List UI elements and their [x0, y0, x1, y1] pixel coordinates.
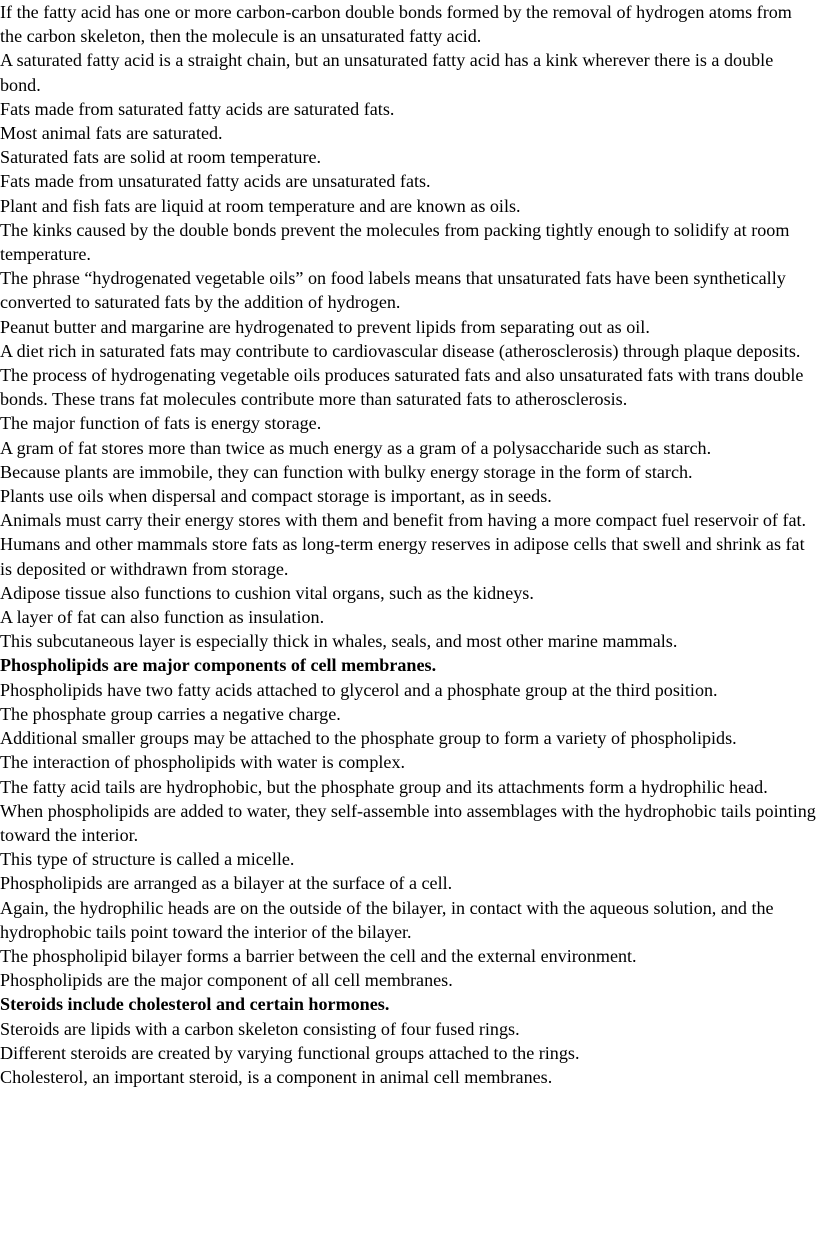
section-heading: Steroids include cholesterol and certain hormones. — [0, 994, 390, 1015]
paragraph-line: This type of structure is called a micelle. — [0, 849, 295, 870]
paragraph-line: A diet rich in saturated fats may contribute to cardiovascular disease (atherosclerosis) through plaque deposits. — [0, 340, 801, 361]
paragraph-line: Animals must carry their energy stores with them and benefit from having a more compact fuel reservoir of fat. — [0, 510, 807, 531]
paragraph-line: Most animal fats are saturated. — [0, 123, 223, 144]
paragraph-line: The phrase “hydrogenated vegetable oils” on food labels means that unsaturated fats have been synthetically converted to saturated fats by the addition of hydrogen. — [0, 268, 786, 313]
paragraph-line: The phospholipid bilayer forms a barrier between the cell and the external environment. — [0, 945, 637, 966]
paragraph-line: Plants use oils when dispersal and compact storage is important, as in seeds. — [0, 486, 552, 507]
section-heading: Phospholipids are major components of cell membranes. — [0, 655, 437, 676]
paragraph-line: This subcutaneous layer is especially thick in whales, seals, and most other marine mammals. — [0, 631, 678, 652]
paragraph-line: Again, the hydrophilic heads are on the outside of the bilayer, in contact with the aqueous solution, and the hydrophobic tails point toward the interior of the bilayer. — [0, 897, 774, 942]
paragraph-line: The kinks caused by the double bonds prevent the molecules from packing tightly enough to solidify at room temperature. — [0, 219, 790, 265]
paragraph-line: The fatty acid tails are hydrophobic, but the phosphate group and its attachments form a hydrophilic head. — [0, 776, 768, 797]
paragraph-line: Adipose tissue also functions to cushion vital organs, such as the kidneys. — [0, 582, 534, 603]
paragraph-line: Plant and fish fats are liquid at room temperature and are known as oils. — [0, 195, 521, 216]
paragraph-line: Fats made from unsaturated fatty acids are unsaturated fats. — [0, 171, 431, 192]
paragraph-line: If the fatty acid has one or more carbon-carbon double bonds formed by the removal of hydrogen atoms from the carbon skeleton, then the molecule is an unsaturated fatty acid. — [0, 2, 792, 47]
paragraph-line: Phospholipids have two fatty acids attached to glycerol and a phosphate group at the third position. — [0, 679, 718, 700]
paragraph-line: The process of hydrogenating vegetable oils produces saturated fats and also unsaturated fats with trans double bonds. These trans fat molecules contribute more than saturated fats to atherosclerosis. — [0, 365, 804, 410]
paragraph-line: The interaction of phospholipids with water is complex. — [0, 752, 406, 773]
paragraph-line: When phospholipids are added to water, they self-assemble into assemblages with the hydrophobic tails pointing toward the interior. — [0, 800, 816, 845]
paragraph-line: The phosphate group carries a negative charge. — [0, 703, 341, 724]
paragraph-line: Different steroids are created by varying functional groups attached to the rings. — [0, 1042, 580, 1063]
paragraph-line: Fats made from saturated fatty acids are saturated fats. — [0, 98, 395, 119]
paragraph-line: Phospholipids are arranged as a bilayer at the surface of a cell. — [0, 873, 453, 894]
paragraph-line: The major function of fats is energy storage. — [0, 413, 322, 434]
paragraph-line: Cholesterol, an important steroid, is a component in animal cell membranes. — [0, 1066, 553, 1087]
paragraph-line: A layer of fat can also function as insulation. — [0, 607, 325, 628]
paragraph-line: Because plants are immobile, they can function with bulky energy storage in the form of starch. — [0, 461, 693, 482]
paragraph-line: Humans and other mammals store fats as long-term energy reserves in adipose cells that swell and shrink as fat is deposited or withdrawn from storage. — [0, 534, 805, 579]
paragraph-line: Additional smaller groups may be attached to the phosphate group to form a variety of phospholipids. — [0, 728, 737, 749]
paragraph-line: Steroids are lipids with a carbon skeleton consisting of four fused rings. — [0, 1018, 520, 1039]
paragraph-line: Saturated fats are solid at room temperature. — [0, 147, 322, 168]
paragraph-line: Peanut butter and margarine are hydrogenated to prevent lipids from separating out as oil. — [0, 316, 650, 337]
paragraph-line: A saturated fatty acid is a straight chain, but an unsaturated fatty acid has a kink wherever there is a double bond. — [0, 50, 774, 95]
paragraph-line: Phospholipids are the major component of all cell membranes. — [0, 970, 453, 991]
paragraph-line: A gram of fat stores more than twice as much energy as a gram of a polysaccharide such as starch. — [0, 437, 712, 458]
